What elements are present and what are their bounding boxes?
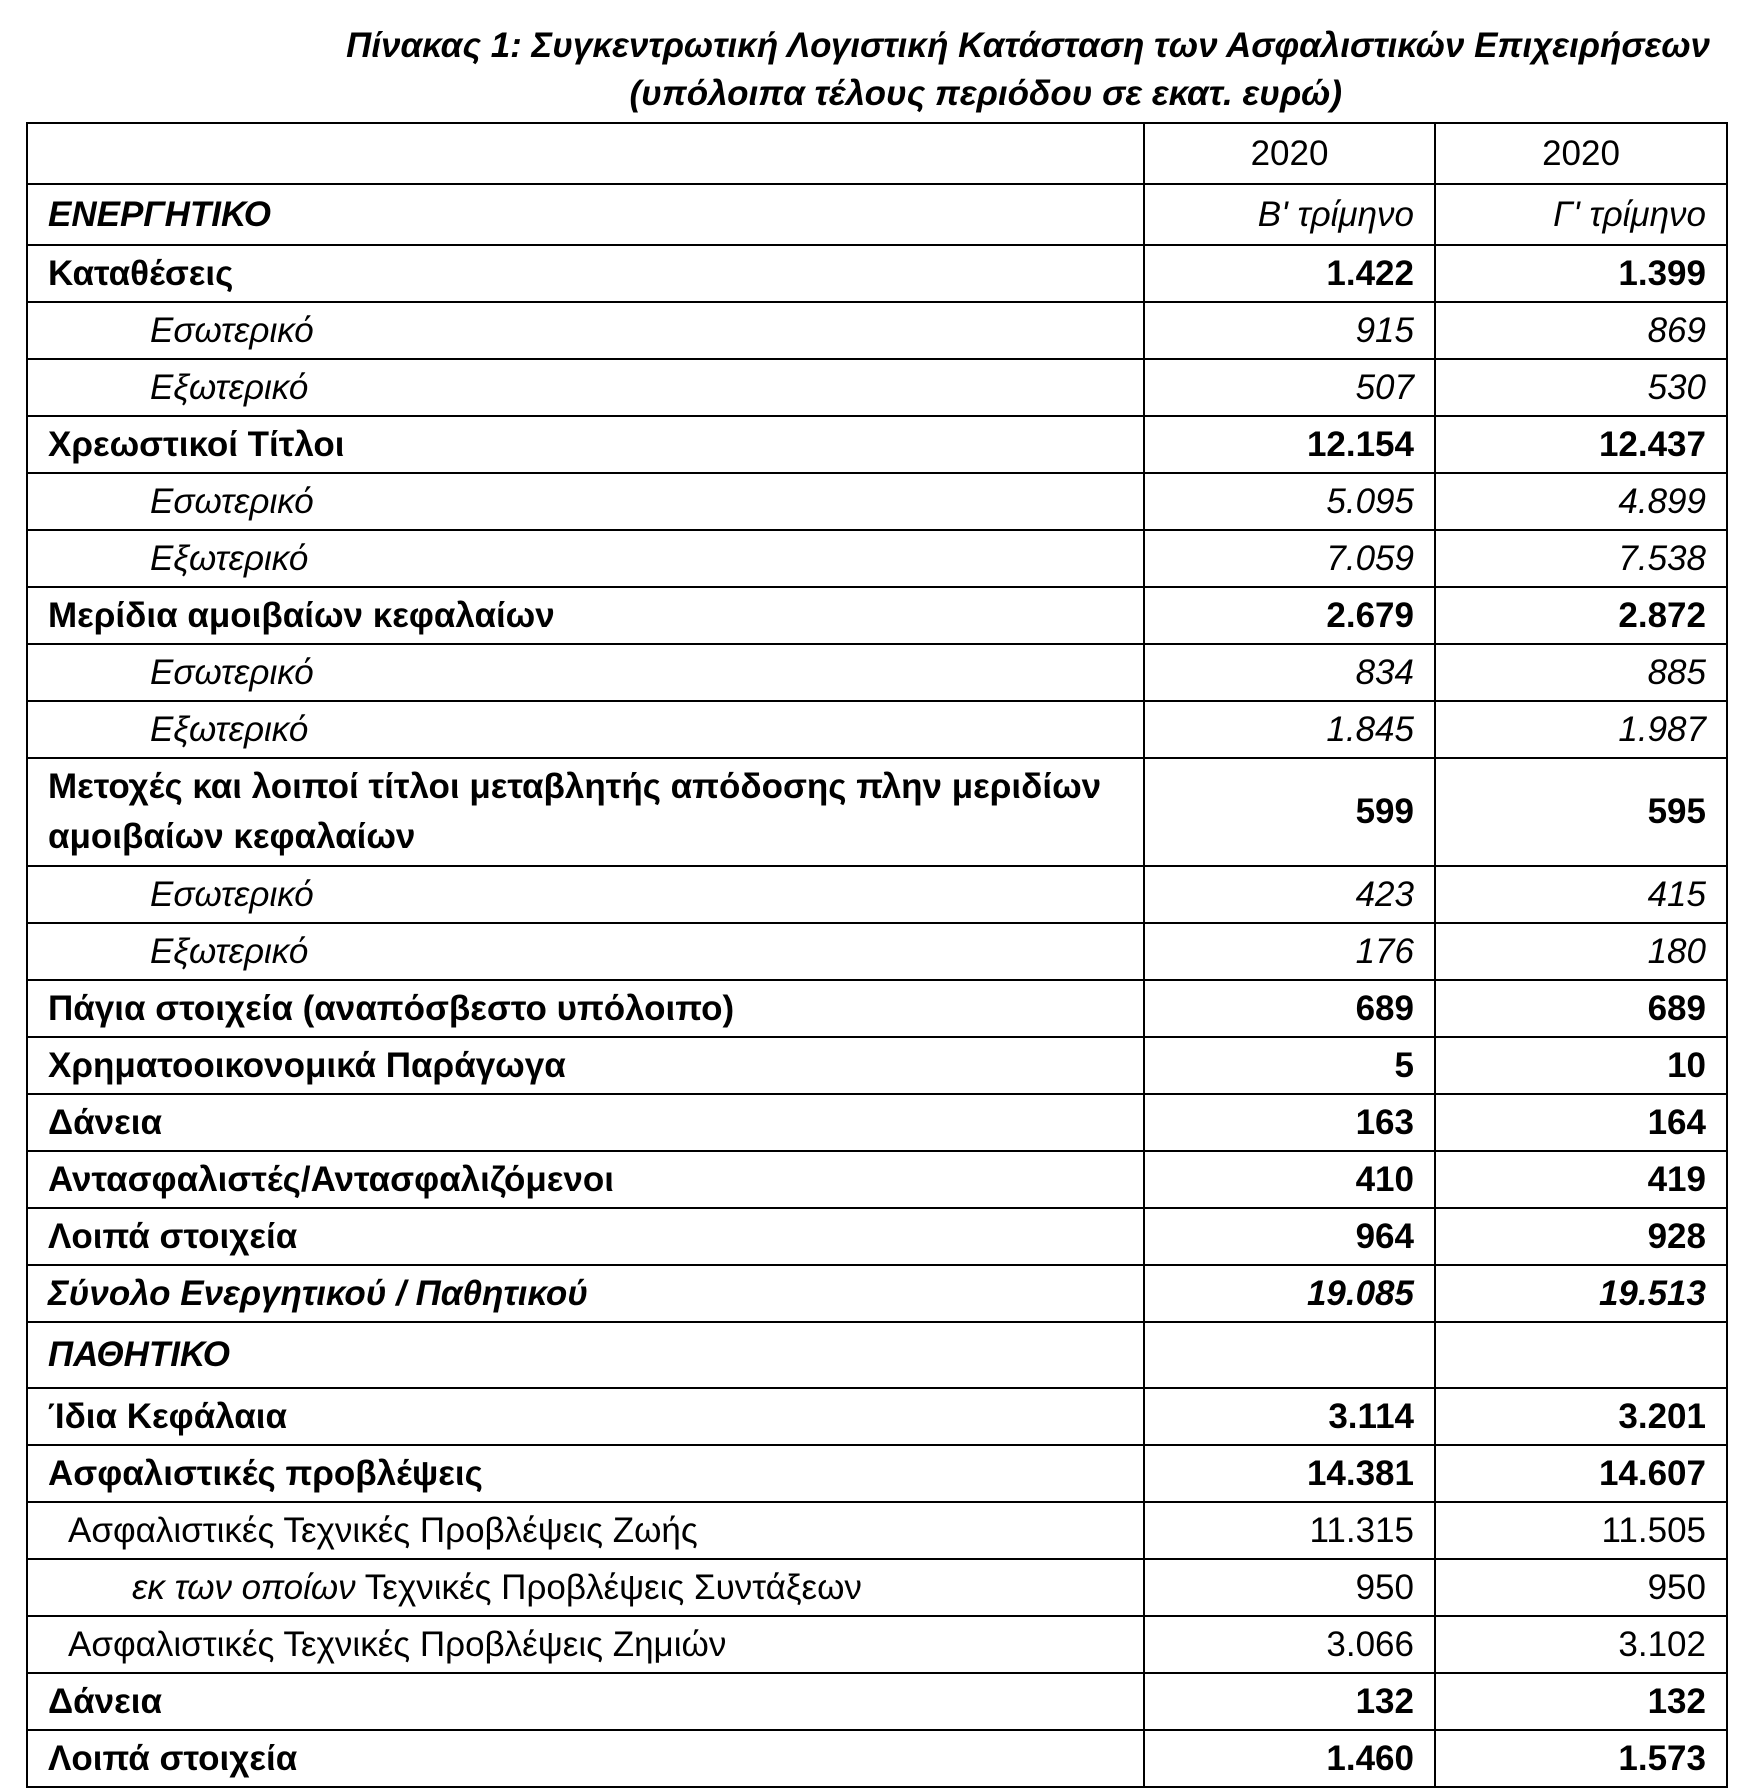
row-value-q3: 419 xyxy=(1435,1151,1727,1208)
row-value-q2: 163 xyxy=(1144,1094,1435,1151)
row-value-q2: 915 xyxy=(1144,302,1435,359)
header-row-years xyxy=(27,123,1727,184)
row-label: Λοιπά στοιχεία xyxy=(27,1730,1144,1787)
row-label: Εσωτερικό xyxy=(27,473,1144,530)
table-row xyxy=(27,866,1727,923)
row-label: Καταθέσεις xyxy=(27,245,1144,302)
section-liabilities-row xyxy=(27,1322,1727,1388)
table-row xyxy=(27,473,1727,530)
row-value-q3: 2.872 xyxy=(1435,587,1727,644)
row-value-q2: 5.095 xyxy=(1144,473,1435,530)
row-value-q2: 3.066 xyxy=(1144,1616,1435,1673)
row-label: Μερίδια αμοιβαίων κεφαλαίων xyxy=(27,587,1144,644)
row-value-q3: 928 xyxy=(1435,1208,1727,1265)
table-title-line1: Πίνακας 1: Συγκεντρωτική Λογιστική Κατάσταση των Ασφαλιστικών Επιχειρήσεων xyxy=(346,26,1710,65)
table-row xyxy=(27,416,1727,473)
row-value-q3: 11.505 xyxy=(1435,1502,1727,1559)
table-row xyxy=(27,1037,1727,1094)
header-period-1: Β' τρίμηνο xyxy=(1144,184,1435,245)
row-value-q2: 176 xyxy=(1144,923,1435,980)
table-row xyxy=(27,1502,1727,1559)
row-label-italic: εκ των οποίων xyxy=(132,1567,356,1607)
row-label: Αντασφαλιστές/Αντασφαλιζόμενοι xyxy=(27,1151,1144,1208)
row-value-q2: 689 xyxy=(1144,980,1435,1037)
table-row xyxy=(27,1094,1727,1151)
row-value-q3: 689 xyxy=(1435,980,1727,1037)
row-value-q3: 132 xyxy=(1435,1673,1727,1730)
row-label: Ασφαλιστικές προβλέψεις xyxy=(27,1445,1144,1502)
table-row xyxy=(27,1730,1727,1787)
table-row xyxy=(27,1445,1727,1502)
row-value-q3: 595 xyxy=(1435,758,1727,866)
row-value-q2: 12.154 xyxy=(1144,416,1435,473)
total-label: Σύνολο Ενεργητικού / Παθητικού xyxy=(27,1265,1144,1322)
table-row xyxy=(27,923,1727,980)
table-row xyxy=(27,302,1727,359)
table-row xyxy=(27,359,1727,416)
row-value-q3: 950 xyxy=(1435,1559,1727,1616)
row-value-q2: 410 xyxy=(1144,1151,1435,1208)
section-liabilities-empty-1 xyxy=(1144,1322,1435,1388)
row-value-q3: 3.102 xyxy=(1435,1616,1727,1673)
table-title-line2: (υπόλοιπα τέλους περιόδου σε εκατ. ευρώ) xyxy=(629,74,1342,113)
table-title xyxy=(0,22,1710,118)
total-value-q3: 19.513 xyxy=(1435,1265,1727,1322)
table-row xyxy=(27,1388,1727,1445)
row-label: Ασφαλιστικές Τεχνικές Προβλέψεις Ζημιών xyxy=(27,1616,1144,1673)
header-row-periods xyxy=(27,184,1727,245)
row-value-q3: 869 xyxy=(1435,302,1727,359)
row-label: Λοιπά στοιχεία xyxy=(27,1208,1144,1265)
row-value-q3: 530 xyxy=(1435,359,1727,416)
row-value-q2: 1.422 xyxy=(1144,245,1435,302)
table-row xyxy=(27,1616,1727,1673)
section-liabilities-label: ΠΑΘΗΤΙΚΟ xyxy=(27,1322,1144,1388)
row-value-q2: 950 xyxy=(1144,1559,1435,1616)
row-value-q2: 2.679 xyxy=(1144,587,1435,644)
row-value-q2: 964 xyxy=(1144,1208,1435,1265)
row-label: Μετοχές και λοιποί τίτλοι μεταβλητής απόδοσης πλην μεριδίων αμοιβαίων κεφαλαίων xyxy=(27,758,1144,866)
row-label: Ασφαλιστικές Τεχνικές Προβλέψεις Ζωής xyxy=(27,1502,1144,1559)
row-value-q3: 1.399 xyxy=(1435,245,1727,302)
total-value-q2: 19.085 xyxy=(1144,1265,1435,1322)
row-value-q2: 423 xyxy=(1144,866,1435,923)
row-value-q3: 7.538 xyxy=(1435,530,1727,587)
row-label: Εσωτερικό xyxy=(27,302,1144,359)
row-value-q2: 1.845 xyxy=(1144,701,1435,758)
row-value-q3: 12.437 xyxy=(1435,416,1727,473)
row-value-q3: 164 xyxy=(1435,1094,1727,1151)
header-period-2: Γ' τρίμηνο xyxy=(1435,184,1727,245)
header-year-2: 2020 xyxy=(1435,123,1727,184)
row-label: Χρεωστικοί Τίτλοι xyxy=(27,416,1144,473)
row-value-q2: 1.460 xyxy=(1144,1730,1435,1787)
table-row xyxy=(27,1151,1727,1208)
row-label: Πάγια στοιχεία (αναπόσβεστο υπόλοιπο) xyxy=(27,980,1144,1037)
table-row xyxy=(27,1208,1727,1265)
row-value-q3: 1.573 xyxy=(1435,1730,1727,1787)
row-value-q2: 507 xyxy=(1144,359,1435,416)
row-value-q3: 3.201 xyxy=(1435,1388,1727,1445)
row-label: Εξωτερικό xyxy=(27,701,1144,758)
table-row xyxy=(27,644,1727,701)
row-label xyxy=(27,1559,1144,1616)
header-cell-empty xyxy=(27,123,1144,184)
row-value-q3: 1.987 xyxy=(1435,701,1727,758)
row-value-q2: 132 xyxy=(1144,1673,1435,1730)
row-label: Ίδια Κεφάλαια xyxy=(27,1388,1144,1445)
table-row xyxy=(27,1559,1727,1616)
table-row xyxy=(27,701,1727,758)
row-label-rest: Τεχνικές Προβλέψεις Συντάξεων xyxy=(355,1567,862,1607)
row-value-q3: 14.607 xyxy=(1435,1445,1727,1502)
balance-sheet-table xyxy=(26,122,1728,1788)
section-assets-label: ΕΝΕΡΓΗΤΙΚΟ xyxy=(27,184,1144,245)
row-label: Χρηματοοικονομικά Παράγωγα xyxy=(27,1037,1144,1094)
row-label: Εσωτερικό xyxy=(27,866,1144,923)
row-label: Εξωτερικό xyxy=(27,359,1144,416)
row-value-q2: 7.059 xyxy=(1144,530,1435,587)
table-row xyxy=(27,530,1727,587)
row-value-q3: 885 xyxy=(1435,644,1727,701)
row-label: Δάνεια xyxy=(27,1673,1144,1730)
row-label: Εξωτερικό xyxy=(27,923,1144,980)
row-label: Δάνεια xyxy=(27,1094,1144,1151)
table-row xyxy=(27,587,1727,644)
row-label: Εξωτερικό xyxy=(27,530,1144,587)
table-row xyxy=(27,758,1727,866)
table-row xyxy=(27,980,1727,1037)
row-label: Εσωτερικό xyxy=(27,644,1144,701)
table-row xyxy=(27,1673,1727,1730)
row-value-q2: 5 xyxy=(1144,1037,1435,1094)
section-liabilities-empty-2 xyxy=(1435,1322,1727,1388)
row-value-q2: 11.315 xyxy=(1144,1502,1435,1559)
row-value-q3: 415 xyxy=(1435,866,1727,923)
row-value-q3: 4.899 xyxy=(1435,473,1727,530)
row-value-q3: 180 xyxy=(1435,923,1727,980)
row-value-q2: 599 xyxy=(1144,758,1435,866)
row-value-q3: 10 xyxy=(1435,1037,1727,1094)
table-row xyxy=(27,245,1727,302)
header-year-1: 2020 xyxy=(1144,123,1435,184)
row-value-q2: 14.381 xyxy=(1144,1445,1435,1502)
row-value-q2: 3.114 xyxy=(1144,1388,1435,1445)
row-value-q2: 834 xyxy=(1144,644,1435,701)
total-row xyxy=(27,1265,1727,1322)
